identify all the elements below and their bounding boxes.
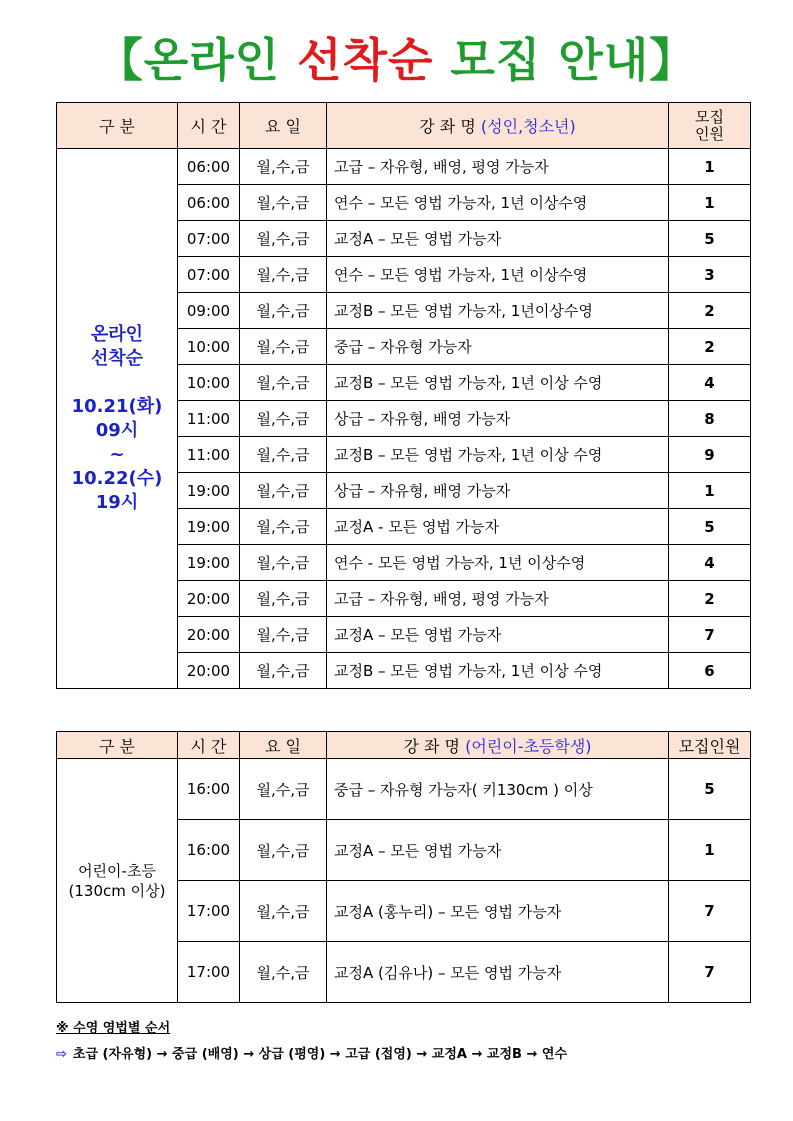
cell-day: 월,수,금 (240, 653, 327, 689)
cell-count: 7 (669, 617, 751, 653)
cell-time: 09:00 (178, 293, 240, 329)
adult-header-group: 구 분 (57, 103, 178, 149)
cell-course: 교정A (김유나) – 모든 영법 가능자 (327, 942, 669, 1003)
cell-count: 7 (669, 942, 751, 1003)
cell-course: 고급 – 자유형, 배영, 평영 가능자 (327, 149, 669, 185)
adult-schedule-table (56, 102, 751, 689)
cell-count: 5 (669, 221, 751, 257)
cell-count: 2 (669, 581, 751, 617)
cell-time: 06:00 (178, 185, 240, 221)
cell-time: 07:00 (178, 257, 240, 293)
cell-time: 10:00 (178, 329, 240, 365)
cell-count: 4 (669, 545, 751, 581)
table-row (57, 149, 751, 185)
cell-count: 1 (669, 820, 751, 881)
cell-day: 월,수,금 (240, 221, 327, 257)
cell-day: 월,수,금 (240, 820, 327, 881)
title-close: 모집 안내】 (433, 33, 697, 87)
cell-count: 7 (669, 881, 751, 942)
cell-course: 교정A - 모든 영법 가능자 (327, 509, 669, 545)
cell-day: 월,수,금 (240, 759, 327, 820)
cell-course: 연수 - 모든 영법 가능자, 1년 이상수영 (327, 545, 669, 581)
child-header-group: 구 분 (57, 732, 178, 759)
adult-header-course-label: 강 좌 명 (419, 117, 481, 136)
cell-day: 월,수,금 (240, 617, 327, 653)
cell-time: 20:00 (178, 653, 240, 689)
adult-group-cell-line: 온라인 (90, 323, 144, 345)
cell-time: 07:00 (178, 221, 240, 257)
child-schedule-table (56, 731, 751, 1003)
cell-time: 16:00 (178, 759, 240, 820)
child-header-course (327, 732, 669, 759)
cell-course: 상급 – 자유형, 배영 가능자 (327, 401, 669, 437)
cell-time: 10:00 (178, 365, 240, 401)
cell-day: 월,수,금 (240, 942, 327, 1003)
cell-time: 11:00 (178, 437, 240, 473)
cell-day: 월,수,금 (240, 185, 327, 221)
cell-count: 4 (669, 365, 751, 401)
cell-time: 19:00 (178, 545, 240, 581)
child-header-course-label: 강 좌 명 (403, 736, 466, 756)
cell-course: 교정B – 모든 영법 가능자, 1년 이상 수영 (327, 365, 669, 401)
cell-time: 20:00 (178, 617, 240, 653)
child-header-day: 요 일 (240, 732, 327, 759)
cell-day: 월,수,금 (240, 881, 327, 942)
cell-course: 교정B – 모든 영법 가능자, 1년 이상 수영 (327, 653, 669, 689)
cell-day: 월,수,금 (240, 437, 327, 473)
cell-day: 월,수,금 (240, 473, 327, 509)
adult-header-day: 요 일 (240, 103, 327, 149)
arrow-right-icon: ⇨ (56, 1047, 67, 1062)
cell-time: 20:00 (178, 581, 240, 617)
cell-count: 2 (669, 293, 751, 329)
child-header-course-sub: (어린이-초등학생) (465, 736, 592, 756)
order-note: ※ 수영 영법별 순서 (56, 1021, 171, 1036)
cell-day: 월,수,금 (240, 293, 327, 329)
adult-group-cell (57, 149, 178, 689)
child-header-count: 모집인원 (669, 732, 751, 759)
cell-day: 월,수,금 (240, 401, 327, 437)
adult-group-cell-line: 19시 (95, 491, 139, 513)
adult-group-cell-line: 09시 (95, 419, 139, 441)
adult-header-count-line2: 인원 (695, 124, 724, 143)
adult-group-cell-line: 선착순 (90, 347, 144, 369)
cell-count: 1 (669, 149, 751, 185)
cell-day: 월,수,금 (240, 149, 327, 185)
child-header-time: 시 간 (178, 732, 240, 759)
cell-count: 1 (669, 473, 751, 509)
cell-time: 06:00 (178, 149, 240, 185)
cell-course: 연수 – 모든 영법 가능자, 1년 이상수영 (327, 185, 669, 221)
cell-day: 월,수,금 (240, 545, 327, 581)
cell-time: 17:00 (178, 881, 240, 942)
cell-course: 교정A – 모든 영법 가능자 (327, 221, 669, 257)
cell-count: 5 (669, 509, 751, 545)
cell-course: 교정A – 모든 영법 가능자 (327, 820, 669, 881)
cell-count: 1 (669, 185, 751, 221)
cell-course: 교정A – 모든 영법 가능자 (327, 617, 669, 653)
cell-time: 19:00 (178, 473, 240, 509)
cell-time: 17:00 (178, 942, 240, 1003)
page-title (0, 28, 793, 92)
cell-day: 월,수,금 (240, 509, 327, 545)
cell-course: 연수 – 모든 영법 가능자, 1년 이상수영 (327, 257, 669, 293)
adult-header-count-line1: 모집 (695, 107, 724, 126)
cell-course: 상급 – 자유형, 배영 가능자 (327, 473, 669, 509)
cell-day: 월,수,금 (240, 581, 327, 617)
table-row (57, 759, 751, 820)
cell-count: 5 (669, 759, 751, 820)
cell-time: 16:00 (178, 820, 240, 881)
cell-day: 월,수,금 (240, 329, 327, 365)
adult-header-course-sub: (성인,청소년) (480, 117, 576, 136)
cell-count: 3 (669, 257, 751, 293)
cell-count: 9 (669, 437, 751, 473)
cell-course: 교정A (홍누리) – 모든 영법 가능자 (327, 881, 669, 942)
cell-day: 월,수,금 (240, 257, 327, 293)
child-header-row (57, 732, 751, 759)
adult-header-count (669, 103, 751, 149)
title-highlight: 선착순 (297, 33, 434, 87)
adult-header-course (327, 103, 669, 149)
cell-time: 19:00 (178, 509, 240, 545)
cell-count: 6 (669, 653, 751, 689)
adult-group-cell-line: ~ (109, 443, 125, 465)
adult-group-cell-line: 10.21(화) (71, 395, 163, 417)
child-group-cell-line: (130cm 이상) (68, 881, 166, 900)
order-text: 초급 (자유형) → 중급 (배영) → 상급 (평영) → 고급 (접영) → 교정A → 교정B → 연수 (72, 1047, 568, 1062)
cell-course: 교정B – 모든 영법 가능자, 1년이상수영 (327, 293, 669, 329)
cell-course: 교정B – 모든 영법 가능자, 1년 이상 수영 (327, 437, 669, 473)
order-line (56, 1043, 567, 1062)
cell-day: 월,수,금 (240, 365, 327, 401)
title-open: 【온라인 (96, 33, 298, 87)
cell-course: 중급 – 자유형 가능자( 키130cm ) 이상 (327, 759, 669, 820)
cell-count: 8 (669, 401, 751, 437)
adult-group-cell-line: 10.22(수) (71, 467, 163, 489)
adult-header-time: 시 간 (178, 103, 240, 149)
cell-time: 11:00 (178, 401, 240, 437)
cell-course: 고급 – 자유형, 배영, 평영 가능자 (327, 581, 669, 617)
adult-header-row (57, 103, 751, 149)
cell-count: 2 (669, 329, 751, 365)
child-group-cell (57, 759, 178, 1003)
cell-course: 중급 – 자유형 가능자 (327, 329, 669, 365)
child-group-cell-line: 어린이-초등 (78, 861, 156, 880)
